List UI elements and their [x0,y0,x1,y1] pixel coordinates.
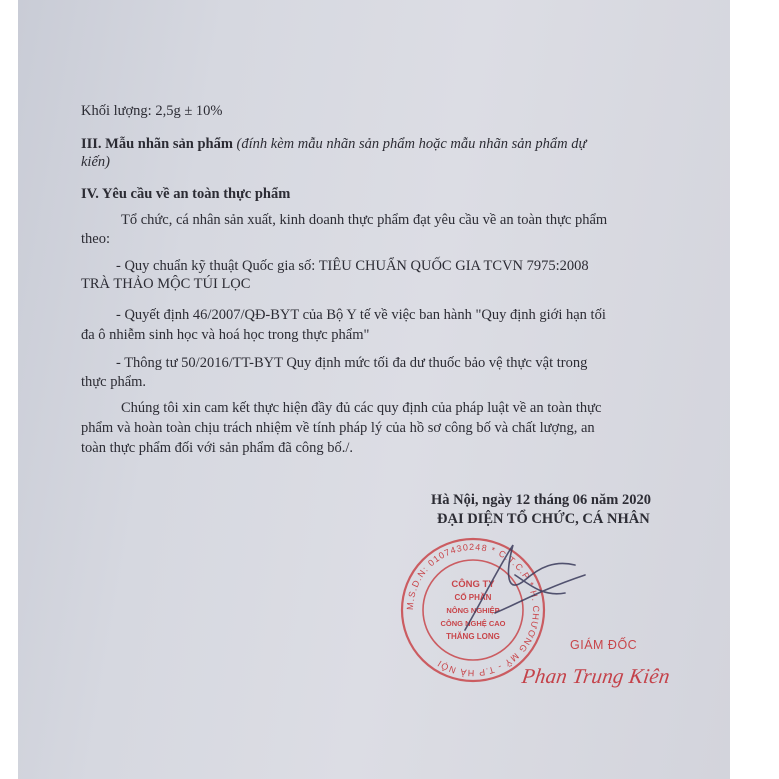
stamp-line-1: CÔNG TY [451,579,495,590]
item2-line-2: đa ô nhiễm sinh học và hoá học trong thực phẩm" [81,327,370,343]
section4-heading: IV. Yêu cầu về an toàn thực phẩm [81,186,291,202]
item1-line-1: - Quy chuẩn kỹ thuật Quốc gia số: TIÊU CHUẨN QUỐC GIA TCVN 7975:2008 [116,258,589,274]
section3-note: (đính kèm mẫu nhãn sản phẩm hoặc mẫu nhãn sản phẩm dự [236,136,587,152]
date-line: Hà Nội, ngày 12 tháng 06 năm 2020 [431,492,651,508]
stamp-line-2: CỔ PHẦN [454,593,492,602]
stamp-ring-text: M.S.D.N: 0107430248 * C.T.C.P * H. CHƯƠNG MỸ - T.P HÀ NỘI [404,541,542,679]
item3-line-1: - Thông tư 50/2016/TT-BYT Quy định mức tối đa dư thuốc bảo vệ thực vật trong [116,355,588,371]
section3-line [81,134,586,155]
item3-line-2: thực phẩm. [81,374,147,390]
item2-line-1: - Quyết định 46/2007/QĐ-BYT của Bộ Y tế về việc ban hành "Quy định giới hạn tối [116,307,606,323]
signer-position: GIÁM ĐỐC [570,638,638,652]
stamp-line-4: CÔNG NGHỆ CAO [440,619,506,628]
handwritten-signature [445,535,595,655]
commit-line-3: toàn thực phẩm đối với sản phẩm đã công bố./. [81,440,354,456]
item1-line-2: TRÀ THẢO MỘC TÚI LỌC [81,276,251,292]
stamp-line-3: NÔNG NGHIỆP [446,606,500,615]
commit-line-2: phẩm và hoàn toàn chịu trách nhiệm về tính pháp lý của hồ sơ công bố và chất lượng, an [81,420,595,436]
section3-note-cont: kiến) [81,154,110,170]
intro-line-2: theo: [81,231,110,247]
stamp-line-5: THĂNG LONG [446,632,500,641]
signer-name: Phan Trung Kiên [520,664,672,688]
intro-line-1: Tổ chức, cá nhân sản xuất, kinh doanh thực phẩm đạt yêu cầu về an toàn thực phẩm [121,212,608,228]
commit-line-1: Chúng tôi xin cam kết thực hiện đầy đủ các quy định của pháp luật về an toàn thực [121,400,602,416]
weight-line: Khối lượng: 2,5g ± 10% [81,103,223,119]
representative-line: ĐẠI DIỆN TỔ CHỨC, CÁ NHÂN [437,511,650,527]
section3-heading: III. Mẫu nhãn sản phẩm [81,136,233,152]
